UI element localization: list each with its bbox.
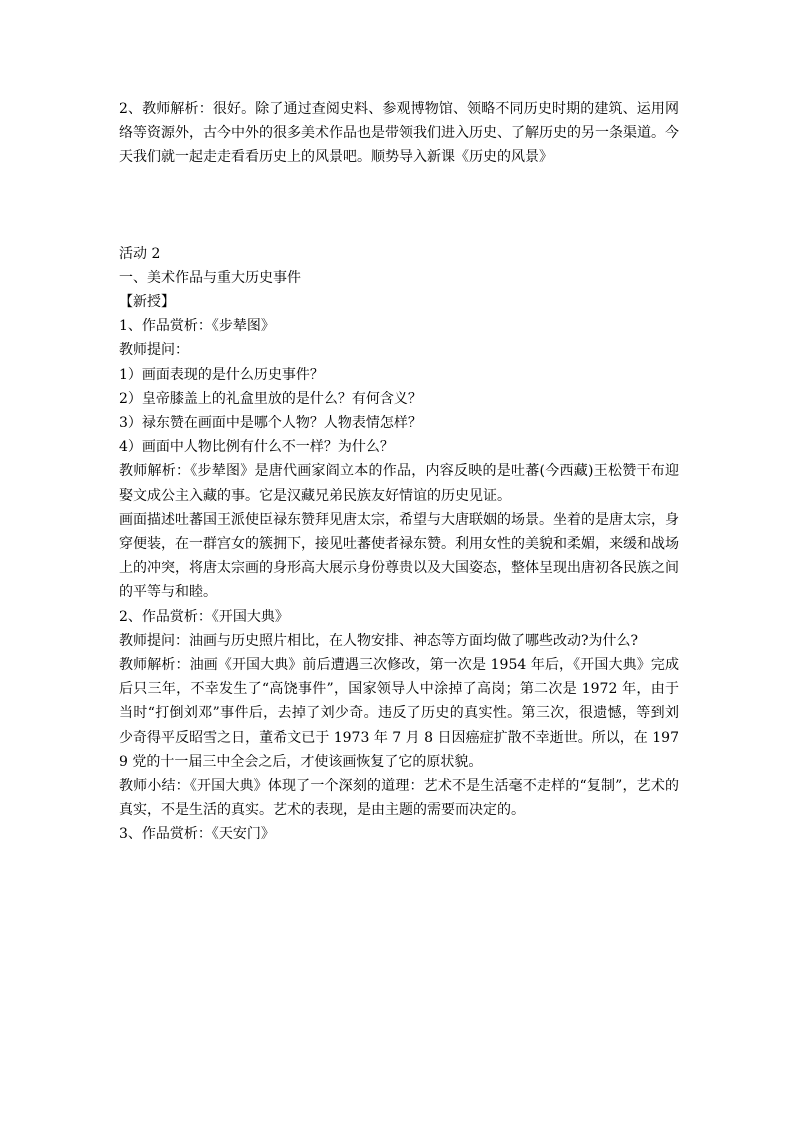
work1-questions-label: 教师提问： [119,342,189,359]
work3-heading: 3、作品赏析：《天安门》 [119,826,275,843]
paragraph-gap [119,170,679,242]
new-lesson-label: 【新授】 [119,294,175,311]
work1-analysis: 教师解析：《步辇图》是唐代画家阎立本的作品，内容反映的是吐蕃(今西藏)王松赞干布迎娶文成公主入藏的事。它是汉藏兄弟民族友好情谊的历史见证。 [119,463,679,504]
document-page [119,97,679,847]
work2-question: 教师提问：油画与历史照片相比，在人物安排、神态等方面均做了哪些改动?为什么? [119,632,639,649]
work2-heading: 2、作品赏析：《开国大典》 [119,608,289,625]
work1-question-1: 1）画面表现的是什么历史事件？ [119,366,324,383]
work2-summary: 教师小结：《开国大典》体现了一个深刻的道理：艺术不是生活毫不走样的“复制”，艺术的真实，不是生活的真实。艺术的表现，是由主题的需要而决定的。 [119,778,679,819]
section-title: 一、美术作品与重大历史事件 [119,269,301,286]
work1-description: 画面描述吐蕃国王派使臣禄东赞拜见唐太宗，希望与大唐联姻的场景。坐着的是唐太宗，身穿便装，在一群宫女的簇拥下，接见吐蕃使者禄东赞。利用女性的美貌和柔媚，来缓和战场上的冲突，将唐太宗画的身形高大展示身份尊贵以及大国姿态，整体呈现出唐初各民族之间的平等与和睦。 [119,511,679,601]
work2-analysis: 教师解析：油画《开国大典》前后遭遇三次修改，第一次是 1954 年后，《开国大典》完成后只三年，不幸发生了“高饶事件”，国家领导人中涂掉了高岗；第二次是 1972 年，由于当时“打倒刘邓”事件后，去掉了刘少奇。违反了历史的真实性。第三次，很遗憾，等到刘少奇得平反昭雪之日，董希文已于 1973 年 7 月 8 日因癌症扩散不幸逝世。所以，在 1979 党的十一届三中全会之后，才使该画恢复了它的原状貌。 [119,657,679,770]
work1-heading: 1、作品赏析：《步辇图》 [119,318,275,335]
intro-teacher-analysis: 2、教师解析：很好。除了通过查阅史料、参观博物馆、领略不同历史时期的建筑、运用网络等资源外，古今中外的很多美术作品也是带领我们进入历史、了解历史的另一条渠道。今天我们就一起走走看看历史上的风景吧。顺势导入新课《历史的风景》 [119,101,679,166]
work1-question-2: 2）皇帝膝盖上的礼盒里放的是什么？有何含义？ [119,390,422,407]
work1-question-4: 4）画面中人物比例有什么不一样？为什么？ [119,439,394,456]
activity-title: 活动 2 [119,245,161,262]
work1-question-3: 3）禄东赞在画面中是哪个人物？人物表情怎样？ [119,415,422,432]
